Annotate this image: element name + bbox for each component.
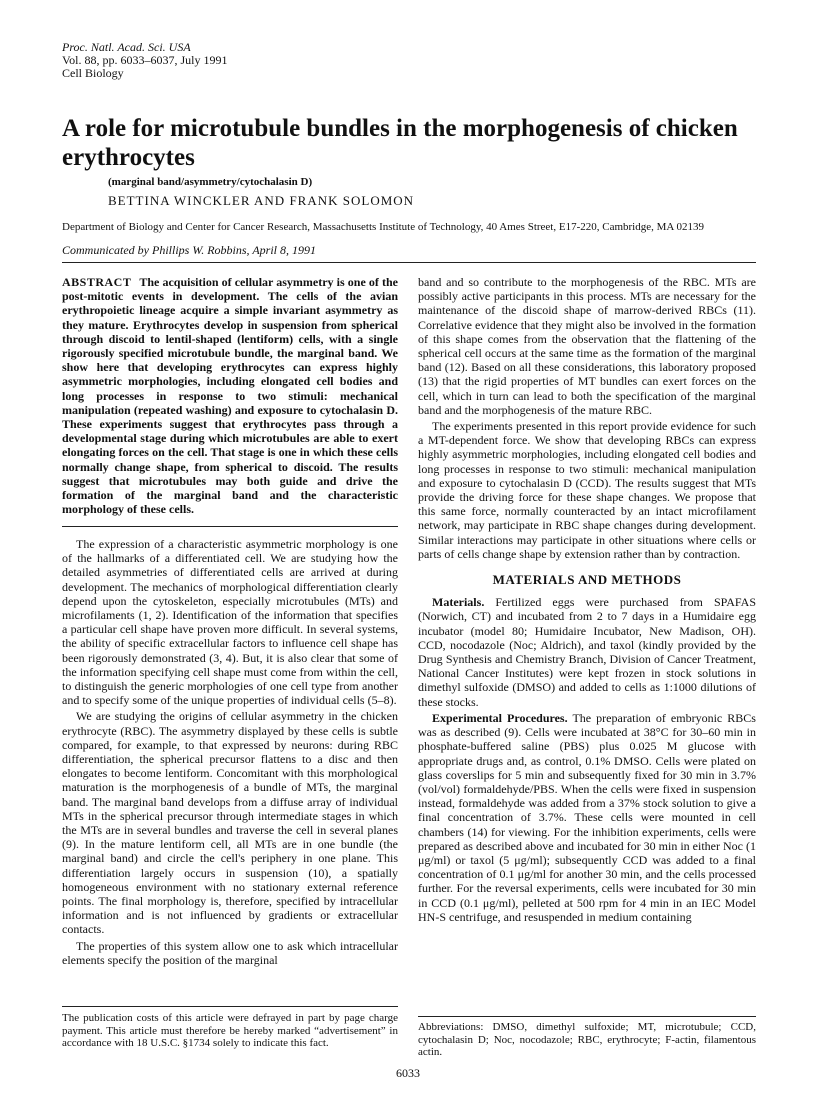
affiliation: Department of Biology and Center for Cancer Research, Massachusetts Institute of Technology, 40 Ames Street, E17-220, Cambridge, MA 02139: [62, 221, 704, 233]
abstract-divider: [62, 526, 398, 527]
abstract-label: ABSTRACT: [62, 275, 132, 289]
materials-text: Fertilized eggs were purchased from SPAFAS (Norwich, CT) and incubated from 2 to 7 days in a Humidaire egg incubator (model 80; Humidaire Incubator, New Madison, OH). CCD, nocodazole (Noc; Aldrich), and taxol (kindly provided by the Drug Synthesis and Chemistry Branch, Division of Cancer Treatment, National Cancer Institutes) were kept frozen in stock solutions in dimethyl sulfoxide (DMSO) and added to cells as 1:1000 dilutions of these stocks.: [418, 595, 756, 709]
procedures-text: The preparation of embryonic RBCs was as described (9). Cells were incubated at 38°C for 30–60 min in phosphate-buffered saline (PBS) plus 0.025 M glucose with appropriate drugs and, as control, 0.1% DMSO. Cells were plated on glass coverslips for 5 min and subsequently fixed for 30 min in 3.7% (vol/vol) formaldehyde/PBS. When the cells were fixed in suspension instead, formaldehyde was added from a 37% stock solution to give a final concentration of 3.7%. These cells were mounted in cell chambers (14) for viewing. For the inhibition experiments, cells were prepared as described above and incubated for 30 min in either Noc (1 μg/ml) or taxol (5 μg/ml); subsequently CCD was added to a final concentration of 0.1 μg/ml for another 30 min, and the cells processed further. For the reversal experiments, cells were incubated for 30 min in CCD (0.1 μg/ml), pelleted at 500 rpm for 4 min in an IEC Model HN-S centrifuge, and resuspended in medium containing: [418, 710, 756, 924]
keywords: (marginal band/asymmetry/cytochalasin D): [108, 176, 313, 188]
journal-name: Proc. Natl. Acad. Sci. USA: [62, 40, 191, 54]
footnote-divider-left: [62, 1006, 398, 1007]
introduction-column: [62, 537, 398, 969]
procedures-paragraph: [418, 711, 756, 924]
materials-label: Materials.: [432, 595, 485, 610]
section-name: Cell Biology: [62, 66, 124, 80]
publication-cost-footnote: The publication costs of this article were defrayed in part by page charge payment. This article must therefore be hereby marked “advertisement” in accordance with 18 U.S.C. §1734 solely to indicate this fact.: [62, 1012, 398, 1050]
communicated-by: Communicated by Phillips W. Robbins, April 8, 1991: [62, 243, 316, 257]
paragraph: The expression of a characteristic asymmetric morphology is one of the hallmarks of a differentiated cell. We are studying how the detailed asymmetries of differentiated cells are arrived at during development. The mechanics of morphological differentiation clearly depend upon the cytoskeleton, especially microtubules (MTs) and microfilaments (1, 2). Identification of the information that specifies a particular cell shape have proven more difficult. In several systems, the ability of specific extracellular factors to influence cell shape has been rigorously demonstrated (3, 4). But, it is also clear that some of the information specifying cell shape must come from within the cell, to distinguish the generic morphologies of one cell type from another and to specify some of the unique properties of individual cells (5–8).: [62, 537, 398, 708]
journal-header: [62, 41, 227, 80]
procedures-label: Experimental Procedures.: [432, 710, 568, 725]
authors: BETTINA WINCKLER AND FRANK SOLOMON: [108, 193, 415, 208]
materials-paragraph: [418, 595, 756, 709]
abstract-text: The acquisition of cellular asymmetry is one of the post-mitotic events in development. The cells of the avian erythropoietic lineage acquire a simple invariant asymmetry as they mature. Erythrocytes develop in suspension from spherical through discoid to lentil-shaped (lentiform) cells, with a single rigorously specified microtubule bundle, the marginal band. We show here that developing erythrocytes can express highly asymmetric morphologies, including elongated cell bodies and long processes in response to two stimuli: mechanical manipulation (repeated washing) and exposure to cytochalasin D. These experiments suggest that erythrocytes pass through a developmental stage during which microtubules are able to exert elongating forces on the cell. That stage is one in which these cells normally change shape, from spherical to discoid. The results suggest that microtubules may both guide and drive the formation of the marginal band and the characteristic morphology of these cells.: [62, 275, 398, 517]
header-divider: [62, 262, 756, 263]
volume-info: Vol. 88, pp. 6033–6037, July 1991: [62, 53, 228, 67]
abstract: [62, 275, 398, 518]
paragraph: The experiments presented in this report provide evidence for such a MT-dependent force. We show that developing RBCs can express highly asymmetric morphologies, including elongated cell bodies and long processes in response to two stimuli: mechanical manipulation and exposure to cytochalasin D (CCD). The results suggest that MTs provide the driving force for these shape changes. We propose that this same force, normally counteracted by an intact microfilament network, may participate in RBC shape changes during development. Similar interactions may participate in other situations where cells or parts of cells change shape by extension rather than by contraction.: [418, 419, 756, 561]
paragraph: The properties of this system allow one to ask which intracellular elements specify the position of the marginal: [62, 938, 398, 967]
page-number: 6033: [396, 1066, 420, 1080]
footnote-divider-right: [418, 1016, 756, 1017]
paragraph: band and so contribute to the morphogenesis of the RBC. MTs are possibly active participants in this process. MTs are necessary for the maintenance of the discoid shape of marrow-derived RBCs (11). Correlative evidence that they might also be involved in the formation of this shape comes from the observation that the flattening of the spherical cell occurs at the same time as the formation of the marginal band (12). Based on all these considerations, this laboratory proposed (13) that the rigid properties of MT bundles can exert forces on the cell, which in turn can lead to both the specification of the marginal band and the morphogenesis of the mature RBC.: [418, 275, 756, 417]
abbreviations-footnote: Abbreviations: DMSO, dimethyl sulfoxide; MT, microtubule; CCD, cytochalasin D; Noc, nocodazole; RBC, erythrocyte; F-actin, filamentous actin.: [418, 1021, 756, 1059]
paragraph: We are studying the origins of cellular asymmetry in the chicken erythrocyte (RBC). The asymmetry displayed by these cells is subtle compared, for example, to that expressed by neurons: during RBC differentiation, the spherical precursor flattens to a disc and then elongates to become lentiform. Concomitant with this morphological maturation is the morphogenesis of a bundle of MTs, the marginal band. The marginal band develops from a diffuse array of individual MTs in the spherical precursor through intermediate stages in which the MTs are in several bundles and traverse the cell in several planes (9). In the mature lentiform cell, all MTs are in one bundle (the marginal band) and circle the cell's periphery in one plane. This differentiation largely occurs in suspension (10), a spatially homogeneous environment with no stationary external reference points. The final morphology is, therefore, specified by intracellular information and is not influenced by gradients or extracellular contacts.: [62, 709, 398, 937]
right-column: [418, 275, 756, 926]
section-heading: MATERIALS AND METHODS: [492, 572, 682, 588]
article-title: A role for microtubule bundles in the morphogenesis of chicken erythrocytes: [62, 115, 738, 171]
